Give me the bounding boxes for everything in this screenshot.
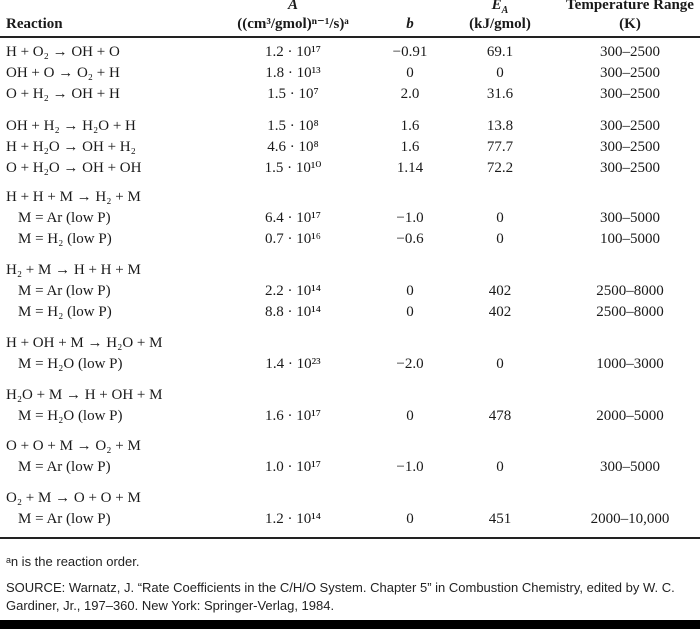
reaction-cell: H + H₂O → OH + H₂ <box>6 139 136 155</box>
a-value-cell: 1.5 · 10¹⁰ <box>264 160 322 176</box>
table-row <box>0 406 700 427</box>
reaction-cell: H₂ + M → H + H + M <box>6 262 141 278</box>
table-row <box>0 137 700 158</box>
a-value-cell: 4.6 · 10⁸ <box>267 139 319 155</box>
temperature-range-cell: 300–2500 <box>600 139 660 155</box>
ea-value-cell: 0 <box>496 231 504 247</box>
temperature-range-cell: 2000–10,000 <box>590 511 670 527</box>
temperature-range-cell: 2000–5000 <box>596 408 664 424</box>
ea-value-cell: 451 <box>488 511 512 527</box>
a-value-cell: 1.5 · 10⁷ <box>267 86 319 102</box>
header-reaction: Reaction <box>6 16 63 32</box>
reaction-cell: OH + O → O₂ + H <box>6 65 120 81</box>
reaction-cell: M = Ar (low P) <box>18 283 111 299</box>
reaction-cell: H₂O + M → H + OH + M <box>6 387 163 403</box>
table-row <box>0 354 700 375</box>
table-row <box>0 436 700 457</box>
reaction-cell: O + H₂O → OH + OH <box>6 160 142 176</box>
a-value-cell: 1.2 · 10¹⁷ <box>265 44 321 60</box>
b-value-cell: 0 <box>406 304 414 320</box>
temperature-range-cell: 2500–8000 <box>596 283 664 299</box>
ea-value-cell: 402 <box>488 283 512 299</box>
ea-value-cell: 0 <box>496 356 504 372</box>
ea-value-cell: 0 <box>496 210 504 226</box>
a-value-cell: 1.0 · 10¹⁷ <box>265 459 321 475</box>
a-value-cell: 1.4 · 10²³ <box>265 356 321 372</box>
header-a-symbol: A <box>287 0 298 13</box>
reaction-cell: M = Ar (low P) <box>18 210 111 226</box>
bottom-bar <box>0 620 700 629</box>
temperature-range-cell: 300–5000 <box>600 210 660 226</box>
temperature-range-cell: 300–2500 <box>600 65 660 81</box>
table-row <box>0 187 700 208</box>
table-row <box>0 208 700 229</box>
source-citation: SOURCE: Warnatz, J. “Rate Coefficients in the C/H/O System. Chapter 5” in Combustion Chemistry, edited by W. C. Gardiner, Jr., 197–360. New York: Springer-Verlag, 1984. <box>6 580 675 613</box>
table-row <box>0 42 700 63</box>
header-a-units: ((cm³/gmol)ⁿ⁻¹/s)ᵃ <box>237 16 349 32</box>
table-row <box>0 488 700 509</box>
b-value-cell: 1.14 <box>396 160 424 176</box>
reaction-cell: H + OH + M → H₂O + M <box>6 335 163 351</box>
b-value-cell: 0 <box>406 65 414 81</box>
table-row <box>0 333 700 354</box>
reaction-cell: H + O₂ → OH + O <box>6 44 120 60</box>
table-row <box>0 84 700 105</box>
reaction-cell: M = Ar (low P) <box>18 511 111 527</box>
table-row <box>0 63 700 84</box>
temperature-range-cell: 2500–8000 <box>596 304 664 320</box>
b-value-cell: −2.0 <box>396 356 424 372</box>
a-value-cell: 2.2 · 10¹⁴ <box>265 283 321 299</box>
temperature-range-cell: 300–2500 <box>600 44 660 60</box>
header-ea-symbol: $E_A$ <box>491 0 509 16</box>
table-bottom-rule <box>0 537 700 539</box>
reaction-cell: H + H + M → H₂ + M <box>6 189 141 205</box>
b-value-cell: 1.6 <box>400 118 420 134</box>
reaction-cell: O + O + M → O₂ + M <box>6 438 141 454</box>
reaction-cell: M = H₂ (low P) <box>18 304 112 320</box>
reaction-cell: M = H₂O (low P) <box>18 356 123 372</box>
a-value-cell: 1.8 · 10¹³ <box>265 65 321 81</box>
ea-value-cell: 77.7 <box>486 139 514 155</box>
b-value-cell: 1.6 <box>400 139 420 155</box>
ea-value-cell: 0 <box>496 65 504 81</box>
header-temp-label: Temperature Range <box>566 0 694 13</box>
b-value-cell: 0 <box>406 408 414 424</box>
reaction-cell: O₂ + M → O + O + M <box>6 490 141 506</box>
ea-value-cell: 72.2 <box>486 160 514 176</box>
a-value-cell: 6.4 · 10¹⁷ <box>265 210 321 226</box>
ea-value-cell: 69.1 <box>486 44 514 60</box>
header-rule <box>0 36 700 38</box>
a-value-cell: 0.7 · 10¹⁶ <box>265 231 321 247</box>
b-value-cell: −1.0 <box>396 459 424 475</box>
footnote: ᵃn is the reaction order. <box>6 554 140 569</box>
reaction-cell: M = Ar (low P) <box>18 459 111 475</box>
ea-value-cell: 478 <box>488 408 512 424</box>
b-value-cell: −0.6 <box>396 231 424 247</box>
b-value-cell: −1.0 <box>396 210 424 226</box>
reaction-cell: O + H₂ → OH + H <box>6 86 120 102</box>
temperature-range-cell: 300–5000 <box>600 459 660 475</box>
ea-value-cell: 13.8 <box>486 118 514 134</box>
a-value-cell: 8.8 · 10¹⁴ <box>265 304 321 320</box>
table-row <box>0 509 700 530</box>
b-value-cell: 2.0 <box>400 86 420 102</box>
table-row <box>0 302 700 323</box>
ea-value-cell: 31.6 <box>486 86 514 102</box>
table-row <box>0 457 700 478</box>
temperature-range-cell: 300–2500 <box>600 118 660 134</box>
header-b: b <box>406 16 414 32</box>
ea-value-cell: 402 <box>488 304 512 320</box>
reaction-cell: M = H₂ (low P) <box>18 231 112 247</box>
a-value-cell: 1.2 · 10¹⁴ <box>265 511 321 527</box>
temperature-range-cell: 1000–3000 <box>596 356 664 372</box>
table-row <box>0 385 700 406</box>
table-row <box>0 229 700 250</box>
temperature-range-cell: 300–2500 <box>600 160 660 176</box>
b-value-cell: 0 <box>406 511 414 527</box>
b-value-cell: 0 <box>406 283 414 299</box>
table-row <box>0 281 700 302</box>
temperature-range-cell: 300–2500 <box>600 86 660 102</box>
reaction-cell: M = H₂O (low P) <box>18 408 123 424</box>
table-row <box>0 116 700 137</box>
table-row <box>0 260 700 281</box>
reaction-cell: OH + H₂ → H₂O + H <box>6 118 136 134</box>
b-value-cell: −0.91 <box>392 44 428 60</box>
header-ea-units: (kJ/gmol) <box>469 16 531 32</box>
temperature-range-cell: 100–5000 <box>600 231 660 247</box>
a-value-cell: 1.6 · 10¹⁷ <box>265 408 321 424</box>
ea-value-cell: 0 <box>496 459 504 475</box>
table-row <box>0 158 700 179</box>
header-temp-units: (K) <box>619 16 641 32</box>
a-value-cell: 1.5 · 10⁸ <box>267 118 319 134</box>
